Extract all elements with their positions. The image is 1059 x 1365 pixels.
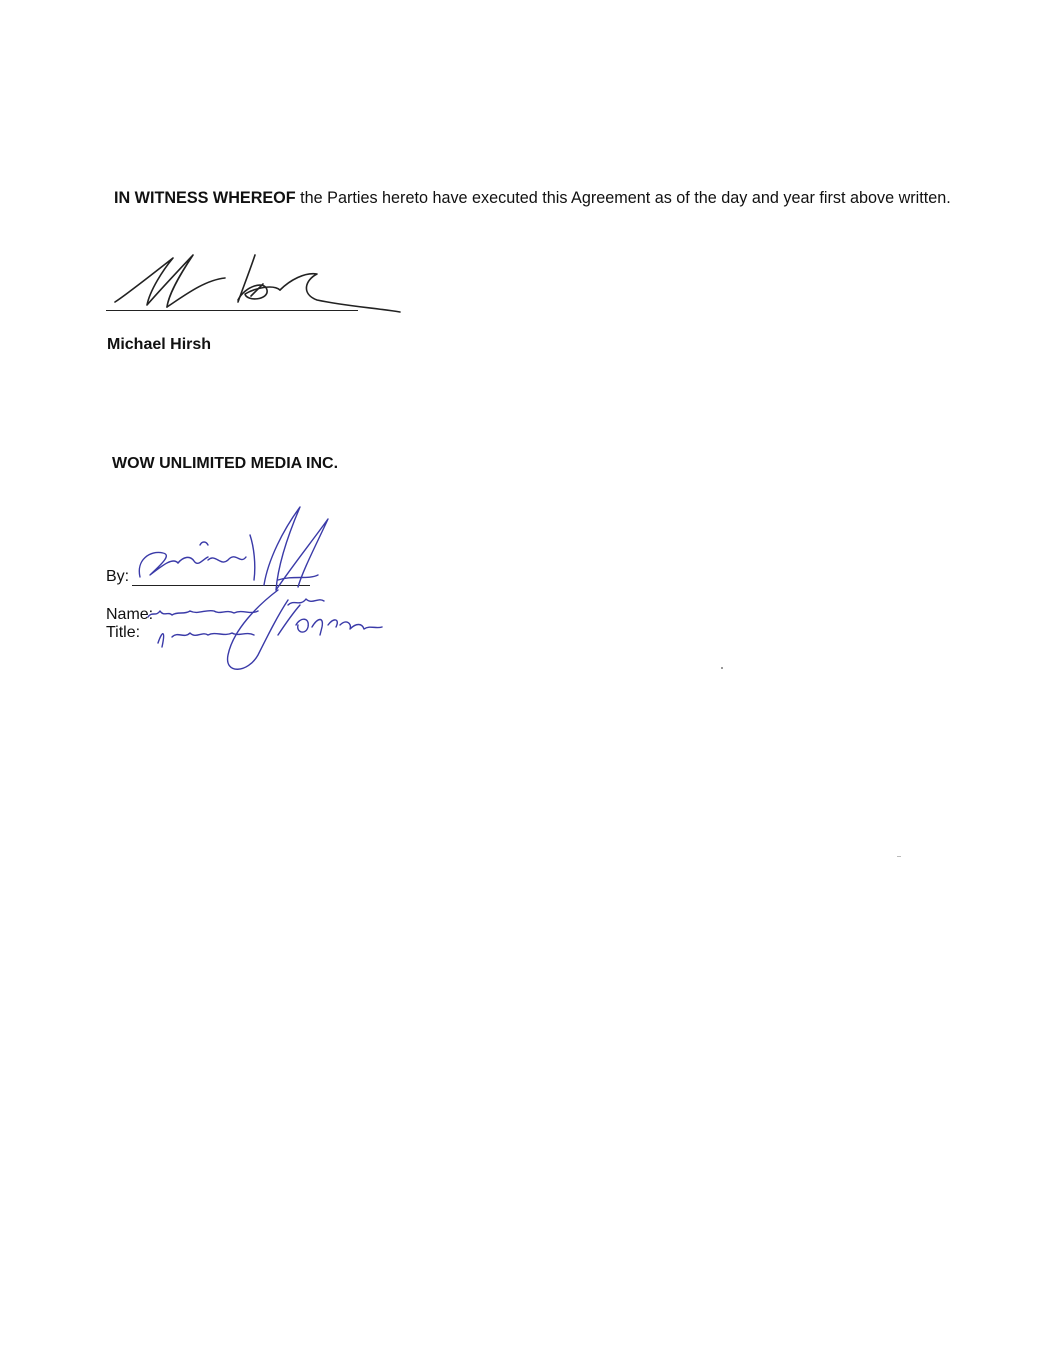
signer-name: Michael Hirsh: [107, 336, 212, 353]
by-label: By:: [106, 568, 130, 585]
scan-speck: [897, 856, 901, 857]
title-label: Title:: [106, 624, 141, 641]
witness-clause-text: the Parties hereto have executed this Agreement as of the day and year first above written.: [295, 189, 951, 207]
witness-clause-lead: IN WITNESS WHEREOF: [114, 189, 296, 207]
scan-speck: [721, 667, 723, 669]
signature-michael-hirsh: [105, 250, 405, 325]
signature-line: [106, 310, 358, 311]
company-name: WOW UNLIMITED MEDIA INC.: [112, 455, 339, 472]
witness-clause: [114, 189, 954, 208]
signature-company-representative: [128, 505, 388, 675]
name-label: Name:: [106, 606, 154, 623]
